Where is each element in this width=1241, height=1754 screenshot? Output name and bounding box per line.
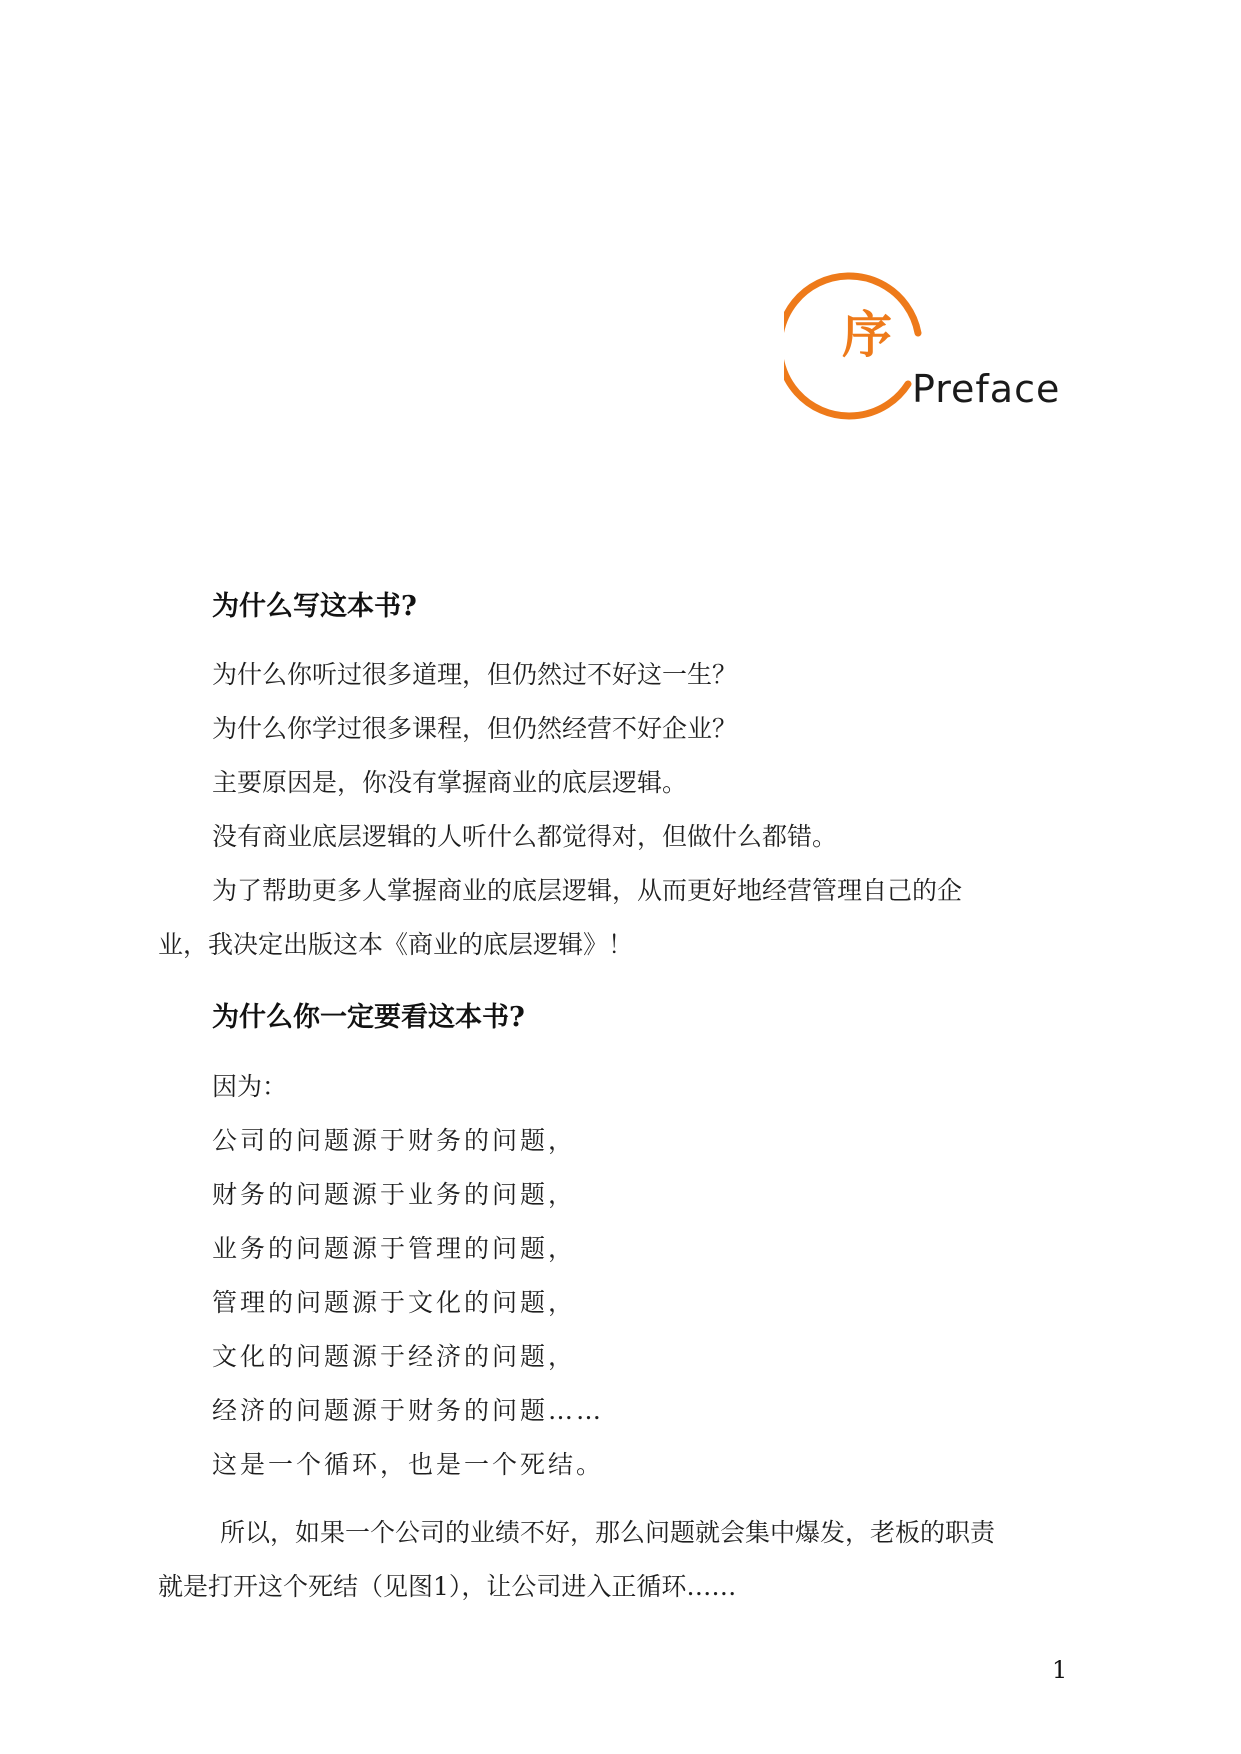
paragraph-line: 主要原因是，你没有掌握商业的底层逻辑。: [212, 768, 688, 797]
paragraph-line: 财务的问题源于业务的问题，: [212, 1180, 577, 1209]
paragraph-line: 为什么你听过很多道理，但仍然过不好这一生？: [212, 660, 738, 689]
chapter-char: 序: [842, 305, 892, 364]
paragraph-line: 文化的问题源于经济的问题，: [212, 1342, 577, 1371]
section-heading-why-write: 为什么写这本书?: [212, 591, 417, 622]
paragraph-line: 管理的问题源于文化的问题，: [212, 1288, 577, 1317]
paragraph-line: 所以，如果一个公司的业绩不好，那么问题就会集中爆发，老板的职责: [220, 1518, 996, 1547]
paragraph-line: 这是一个循环，也是一个死结。: [212, 1450, 605, 1479]
paragraph-line: 就是打开这个死结（见图1），让公司进入正循环……: [158, 1572, 737, 1601]
paragraph-line: 为了帮助更多人掌握商业的底层逻辑，从而更好地经营管理自己的企: [212, 876, 963, 905]
section-heading-why-read: 为什么你一定要看这本书?: [212, 1002, 525, 1033]
paragraph-line: 因为：: [212, 1072, 288, 1101]
paragraph-line: 经济的问题源于财务的问题……: [212, 1396, 605, 1425]
chapter-word: Preface: [912, 367, 1061, 411]
paragraph-line: 业，我决定出版这本《商业的底层逻辑》！: [158, 930, 634, 959]
page-number: 1: [1052, 1656, 1068, 1684]
paragraph-line: 没有商业底层逻辑的人听什么都觉得对，但做什么都错。: [212, 822, 838, 851]
paragraph-line: 为什么你学过很多课程，但仍然经营不好企业？: [212, 714, 738, 743]
paragraph-line: 公司的问题源于财务的问题，: [212, 1126, 577, 1155]
preface-emblem: [784, 262, 1074, 432]
paragraph-line: 业务的问题源于管理的问题，: [212, 1234, 577, 1263]
